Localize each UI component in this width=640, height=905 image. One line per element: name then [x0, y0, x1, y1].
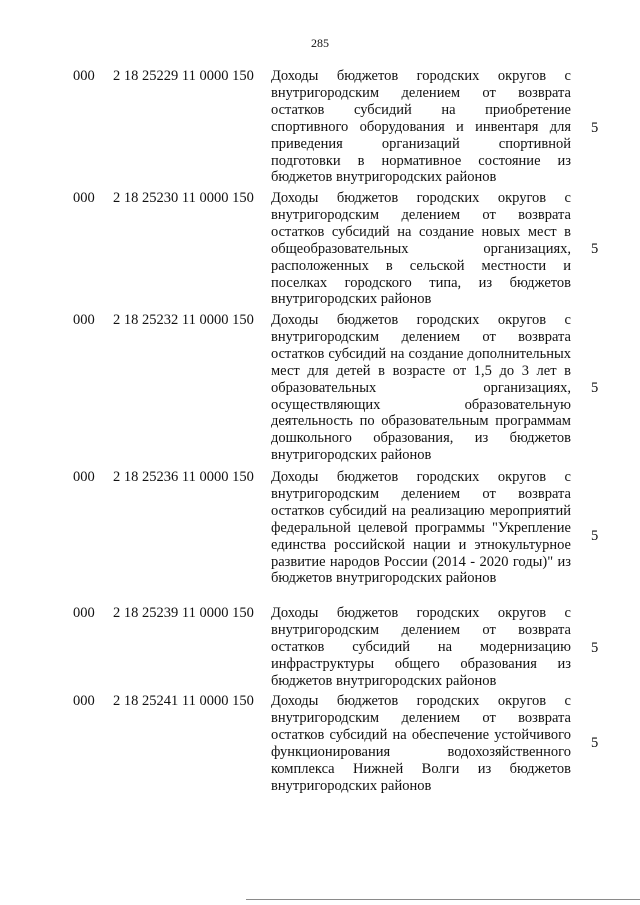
table-row	[0, 469, 640, 605]
income-description: Доходы бюджетов городских округов с внутригородским делением от возврата остатков субсидий на приобретение спортивного оборудования и инвентаря для приведения организаций спортивной подготовки в нормативное состояние из бюджетов внутригородских районов	[271, 68, 571, 186]
admin-code: 000	[73, 693, 95, 709]
income-description: Доходы бюджетов городских округов с внутригородским делением от возврата остатков субсидий на реализацию мероприятий федеральной целевой программы "Укрепление единства российской нации и этнокультурное развитие народов России (2014 - 2020 годы)" из бюджетов внутригородских районов	[271, 469, 571, 587]
budget-classification-code: 2 18 25239 11 0000 150	[113, 605, 254, 621]
table-row	[0, 190, 640, 312]
admin-code: 000	[73, 190, 95, 206]
income-description: Доходы бюджетов городских округов с внутригородским делением от возврата остатков субсидий на модернизацию инфраструктуры общего образования из бюджетов внутригородских районов	[271, 605, 571, 689]
budget-classification-code: 2 18 25230 11 0000 150	[113, 190, 254, 206]
income-description: Доходы бюджетов городских округов с внутригородским делением от возврата остатков субсидий на создание новых мест в общеобразовательных организациях, расположенных в сельской местности и поселках городского типа, из бюджетов внутригородских районов	[271, 190, 571, 308]
norm-value: 5	[591, 640, 599, 656]
table-row	[0, 693, 640, 803]
norm-value: 5	[591, 380, 599, 396]
income-description: Доходы бюджетов городских округов с внутригородским делением от возврата остатков субсидий на создание дополнительных мест для детей в возрасте от 1,5 до 3 лет в образовательных организациях, осуществляющих образовательную деятельность по образовательным программам дошкольного образования, из бюджетов внутригородских районов	[271, 312, 571, 464]
budget-classification-code: 2 18 25229 11 0000 150	[113, 68, 254, 84]
budget-classification-code: 2 18 25241 11 0000 150	[113, 693, 254, 709]
norm-value: 5	[591, 241, 599, 257]
norm-value: 5	[591, 528, 599, 544]
page-number: 285	[311, 36, 329, 50]
admin-code: 000	[73, 605, 95, 621]
admin-code: 000	[73, 312, 95, 328]
table-row	[0, 312, 640, 469]
income-description: Доходы бюджетов городских округов с внутригородским делением от возврата остатков субсидий на обеспечение устойчивого функционирования водохозяйственного комплекса Нижней Волги из бюджетов внутригородских районов	[271, 693, 571, 794]
scan-edge-line	[246, 899, 640, 900]
budget-classification-code: 2 18 25236 11 0000 150	[113, 469, 254, 485]
table-row	[0, 68, 640, 190]
table-row	[0, 605, 640, 693]
norm-value: 5	[591, 120, 599, 136]
norm-value: 5	[591, 735, 599, 751]
admin-code: 000	[73, 68, 95, 84]
admin-code: 000	[73, 469, 95, 485]
budget-classification-code: 2 18 25232 11 0000 150	[113, 312, 254, 328]
